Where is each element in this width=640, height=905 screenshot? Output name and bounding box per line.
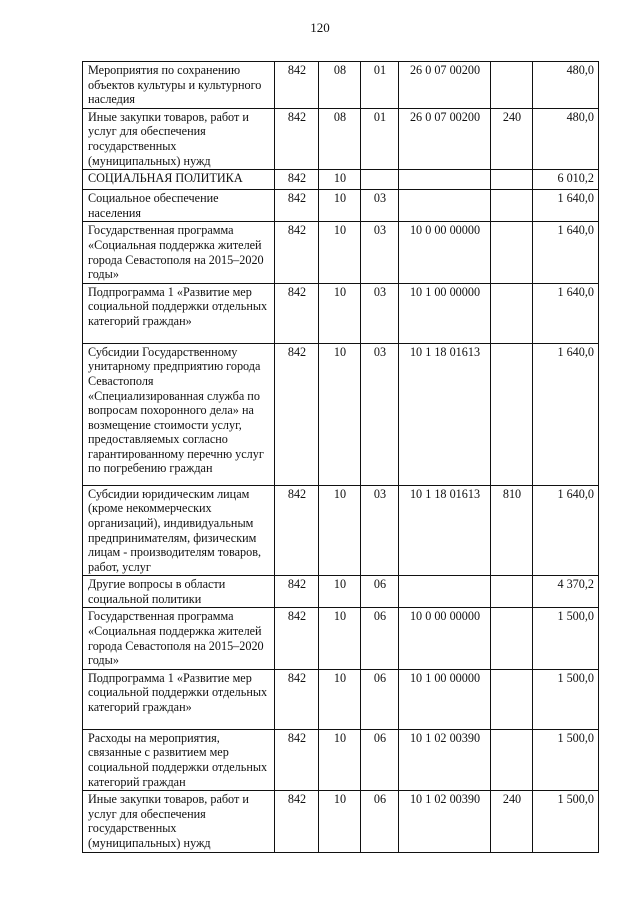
item-name: Иные закупки товаров, работ и услуг для обеспечения государственных (муниципальных) нужд — [83, 791, 275, 852]
expense-type-code — [491, 729, 533, 790]
section-code: 08 — [319, 108, 361, 169]
item-name: Государственная программа «Социальная поддержка жителей города Севастополя на 2015–2020 годы» — [83, 222, 275, 283]
ministry-code: 842 — [275, 62, 319, 109]
amount: 1 640,0 — [533, 485, 599, 576]
expense-type-code — [491, 62, 533, 109]
section-code: 10 — [319, 222, 361, 283]
amount: 1 500,0 — [533, 729, 599, 790]
amount: 1 640,0 — [533, 343, 599, 485]
section-code: 10 — [319, 669, 361, 729]
target-code — [399, 190, 491, 222]
target-code — [399, 576, 491, 608]
subsection-code: 03 — [361, 283, 399, 343]
ministry-code: 842 — [275, 485, 319, 576]
ministry-code: 842 — [275, 669, 319, 729]
subsection-code: 06 — [361, 669, 399, 729]
target-code: 26 0 07 00200 — [399, 62, 491, 109]
expense-type-code — [491, 222, 533, 283]
subsection-code: 01 — [361, 108, 399, 169]
subsection-code: 06 — [361, 791, 399, 852]
ministry-code: 842 — [275, 576, 319, 608]
target-code: 10 0 00 00000 — [399, 222, 491, 283]
ministry-code: 842 — [275, 170, 319, 190]
ministry-code: 842 — [275, 608, 319, 669]
amount: 480,0 — [533, 108, 599, 169]
table-row — [83, 791, 599, 852]
item-name: Подпрограмма 1 «Развитие мер социальной поддержки отдельных категорий граждан» — [83, 283, 275, 343]
section-code: 10 — [319, 170, 361, 190]
table-row — [83, 608, 599, 669]
expense-type-code — [491, 343, 533, 485]
section-code: 10 — [319, 283, 361, 343]
target-code: 10 1 00 00000 — [399, 669, 491, 729]
expense-type-code — [491, 669, 533, 729]
item-name: СОЦИАЛЬНАЯ ПОЛИТИКА — [83, 170, 275, 190]
subsection-code: 03 — [361, 222, 399, 283]
section-code: 10 — [319, 791, 361, 852]
section-code: 10 — [319, 576, 361, 608]
item-name: Расходы на мероприятия, связанные с развитием мер социальной поддержки отдельных категорий граждан — [83, 729, 275, 790]
ministry-code: 842 — [275, 729, 319, 790]
section-code: 10 — [319, 608, 361, 669]
amount: 1 500,0 — [533, 608, 599, 669]
expense-type-code — [491, 576, 533, 608]
table-row — [83, 576, 599, 608]
table-row — [83, 222, 599, 283]
amount: 6 010,2 — [533, 170, 599, 190]
item-name: Подпрограмма 1 «Развитие мер социальной поддержки отдельных категорий граждан» — [83, 669, 275, 729]
subsection-code: 01 — [361, 62, 399, 109]
item-name: Субсидии Государственному унитарному предприятию города Севастополя «Специализированная служба по вопросам похоронного дела» на возмещение стоимости услуг, предоставляемых согласно гарантированному перечню услуг по погребению граждан — [83, 343, 275, 485]
subsection-code — [361, 170, 399, 190]
ministry-code: 842 — [275, 343, 319, 485]
expense-type-code: 240 — [491, 108, 533, 169]
section-code: 10 — [319, 343, 361, 485]
section-code: 08 — [319, 62, 361, 109]
target-code: 10 1 02 00390 — [399, 791, 491, 852]
expense-type-code — [491, 170, 533, 190]
target-code: 10 1 18 01613 — [399, 485, 491, 576]
expense-type-code: 810 — [491, 485, 533, 576]
amount: 480,0 — [533, 62, 599, 109]
subsection-code: 03 — [361, 190, 399, 222]
table-row — [83, 170, 599, 190]
subsection-code: 06 — [361, 729, 399, 790]
expense-type-code — [491, 283, 533, 343]
table-row — [83, 729, 599, 790]
amount: 1 500,0 — [533, 669, 599, 729]
page-number: 120 — [310, 20, 330, 35]
table-row — [83, 343, 599, 485]
expense-type-code: 240 — [491, 791, 533, 852]
subsection-code: 06 — [361, 576, 399, 608]
amount: 1 640,0 — [533, 190, 599, 222]
item-name: Государственная программа «Социальная поддержка жителей города Севастополя на 2015–2020 годы» — [83, 608, 275, 669]
table-row — [83, 108, 599, 169]
section-code: 10 — [319, 729, 361, 790]
amount: 4 370,2 — [533, 576, 599, 608]
ministry-code: 842 — [275, 108, 319, 169]
target-code: 26 0 07 00200 — [399, 108, 491, 169]
item-name: Субсидии юридическим лицам (кроме некоммерческих организаций), индивидуальным предпринимателям, физическим лицам - производителям товаров, работ, услуг — [83, 485, 275, 576]
item-name: Иные закупки товаров, работ и услуг для обеспечения государственных (муниципальных) нужд — [83, 108, 275, 169]
subsection-code: 06 — [361, 608, 399, 669]
item-name: Другие вопросы в области социальной политики — [83, 576, 275, 608]
section-code: 10 — [319, 190, 361, 222]
table-row — [83, 669, 599, 729]
target-code: 10 0 00 00000 — [399, 608, 491, 669]
target-code: 10 1 18 01613 — [399, 343, 491, 485]
table-row — [83, 190, 599, 222]
target-code: 10 1 00 00000 — [399, 283, 491, 343]
expense-type-code — [491, 608, 533, 669]
amount: 1 640,0 — [533, 222, 599, 283]
ministry-code: 842 — [275, 283, 319, 343]
item-name: Социальное обеспечение населения — [83, 190, 275, 222]
target-code — [399, 170, 491, 190]
table-row — [83, 485, 599, 576]
expense-type-code — [491, 190, 533, 222]
target-code: 10 1 02 00390 — [399, 729, 491, 790]
section-code: 10 — [319, 485, 361, 576]
item-name: Мероприятия по сохранению объектов культуры и культурного наследия — [83, 62, 275, 109]
subsection-code: 03 — [361, 343, 399, 485]
subsection-code: 03 — [361, 485, 399, 576]
ministry-code: 842 — [275, 791, 319, 852]
ministry-code: 842 — [275, 222, 319, 283]
table-row — [83, 283, 599, 343]
amount: 1 500,0 — [533, 791, 599, 852]
ministry-code: 842 — [275, 190, 319, 222]
budget-table — [82, 61, 599, 853]
amount: 1 640,0 — [533, 283, 599, 343]
table-row — [83, 62, 599, 109]
